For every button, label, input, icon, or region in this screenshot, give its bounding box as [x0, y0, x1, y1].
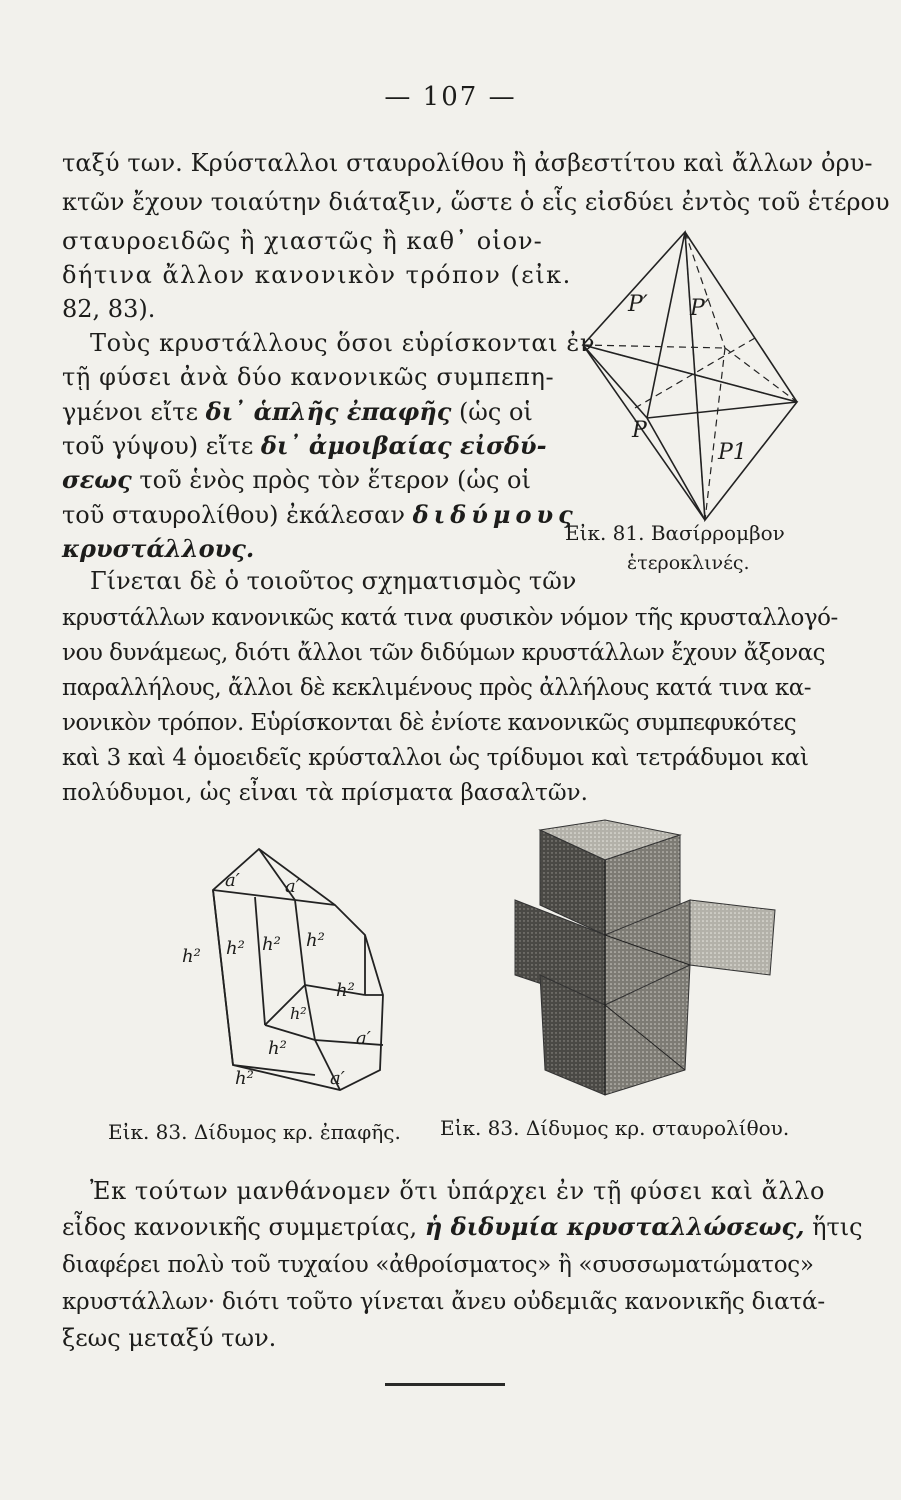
- text-line: [62, 500, 578, 530]
- text-line: καὶ 3 καὶ 4 ὁμοειδεῖς κρύσταλλοι ὡς τρίδυμοι καὶ τετράδυμοι καὶ: [62, 745, 809, 771]
- text-run: γμένοι εἴτε: [62, 398, 206, 426]
- figure-caption: ἑτεροκλινές.: [627, 552, 750, 574]
- figure-label: a′: [356, 1028, 371, 1049]
- text-line: πολύδυμοι, ὡς εἶναι τὰ πρίσματα βασαλτῶν.: [62, 780, 588, 806]
- text-line: [62, 397, 533, 427]
- figure-caption: Εἰκ. 83. Δίδυμος κρ. σταυρολίθου.: [440, 1116, 790, 1140]
- text-line: νονικὸν τρόπον. Εὑρίσκονται δὲ ἐνίοτε κανονικῶς συμπεφυκότες: [62, 710, 796, 736]
- text-line: [62, 465, 531, 495]
- bold-term: διδύμους: [412, 500, 578, 529]
- text-line: ταξύ των. Κρύσταλλοι σταυρολίθου ἢ ἀσβεστίτου καὶ ἄλλων ὀρυ-: [62, 149, 873, 177]
- figure-label: a′: [285, 876, 300, 897]
- figure-label: a′: [225, 870, 240, 891]
- text-line: διαφέρει πολὺ τοῦ τυχαίου «ἀθροίσματος» ἢ «συσσωματώματος»: [62, 1252, 814, 1278]
- text-line: [62, 1212, 863, 1242]
- figure-label: h²: [262, 934, 281, 955]
- text-line: Τοὺς κρυστάλλους ὅσοι εὑρίσκονται ἐν: [90, 329, 596, 357]
- figure-label: h²: [306, 930, 325, 951]
- text-line: νου δυνάμεως, διότι ἄλλοι τῶν διδύμων κρυστάλλων ἔχουν ἄξονας: [62, 640, 826, 666]
- bold-term: κρυστάλλους.: [62, 534, 255, 563]
- figure-label: h²: [336, 980, 355, 1001]
- bold-term: δι᾽ ἀμοιβαίας εἰσδύ-: [260, 431, 547, 460]
- text-line: ξεως μεταξύ των.: [62, 1324, 277, 1352]
- text-line: τῇ φύσει ἀνὰ δύο κανονικῶς συμπεπη-: [62, 363, 555, 391]
- bold-term: ἡ διδυμία κρυσταλλώσεως,: [424, 1212, 805, 1241]
- figure-label: P1: [718, 440, 747, 465]
- bold-term: σεως: [62, 465, 132, 494]
- figure-caption: Εἰκ. 81. Βασίρρομβον: [565, 521, 785, 545]
- figure-label: h²: [226, 938, 245, 959]
- text-run: τοῦ σταυρολίθου) ἐκάλεσαν: [62, 501, 413, 529]
- cross-twin-figure: [510, 815, 790, 1105]
- text-run: εἶδος κανονικῆς συμμετρίας,: [62, 1213, 425, 1241]
- text-run: τοῦ γύψου) εἴτε: [62, 432, 261, 460]
- figure-label: h²: [268, 1038, 287, 1059]
- bold-term: δι᾽ ἁπλῆς ἐπαφῆς: [205, 397, 452, 426]
- text-line: κτῶν ἔχουν τοιαύτην διάταξιν, ὥστε ὁ εἷς εἰσδύει ἐντὸς τοῦ ἑτέρου: [62, 188, 890, 216]
- figure-caption: Εἰκ. 83. Δίδυμος κρ. ἐπαφῆς.: [108, 1120, 401, 1144]
- figure-label: P′: [628, 292, 648, 317]
- text-run: ἥτις: [804, 1213, 863, 1241]
- text-line: κρυστάλλων κανονικῶς κατά τινα φυσικὸν νόμον τῆς κρυσταλλογό-: [62, 605, 838, 631]
- text-line: [62, 431, 547, 461]
- text-line: σταυροειδῶς ἢ χιαστῶς ἢ καθ᾽ οἱον-: [62, 227, 543, 255]
- figure-label: h²: [182, 946, 201, 967]
- page-number: — 107 —: [384, 82, 517, 112]
- text-line: δήτινα ἄλλον κανονικὸν τρόπον (εἰκ.: [62, 261, 572, 289]
- text-line: κρυστάλλων· διότι τοῦτο γίνεται ἄνευ οὐδεμιᾶς κανονικῆς διατά-: [62, 1289, 825, 1315]
- text-line: [62, 534, 254, 564]
- text-line: 82, 83).: [62, 295, 156, 323]
- end-rule: [385, 1383, 505, 1386]
- text-line: Ἐκ τούτων μανθάνομεν ὅτι ὑπάρχει ἐν τῇ φύσει καὶ ἄλλο: [90, 1177, 826, 1205]
- figure-label: h²: [290, 1004, 307, 1023]
- text-run: (ὡς οἱ: [451, 398, 533, 426]
- figure-label: a′: [330, 1068, 345, 1089]
- figure-label: h²: [235, 1068, 254, 1089]
- figure-label: P′: [690, 296, 710, 321]
- text-line: παραλλήλους, ἄλλοι δὲ κεκλιμένους πρὸς ἀλλήλους κατά τινα κα-: [62, 675, 811, 701]
- figure-label: P: [632, 418, 647, 443]
- text-line: Γίνεται δὲ ὁ τοιοῦτος σχηματισμὸς τῶν: [90, 567, 577, 595]
- text-run: τοῦ ἑνὸς πρὸς τὸν ἕτερον (ὡς οἱ: [131, 466, 531, 494]
- rhombohedron-figure: [575, 228, 815, 528]
